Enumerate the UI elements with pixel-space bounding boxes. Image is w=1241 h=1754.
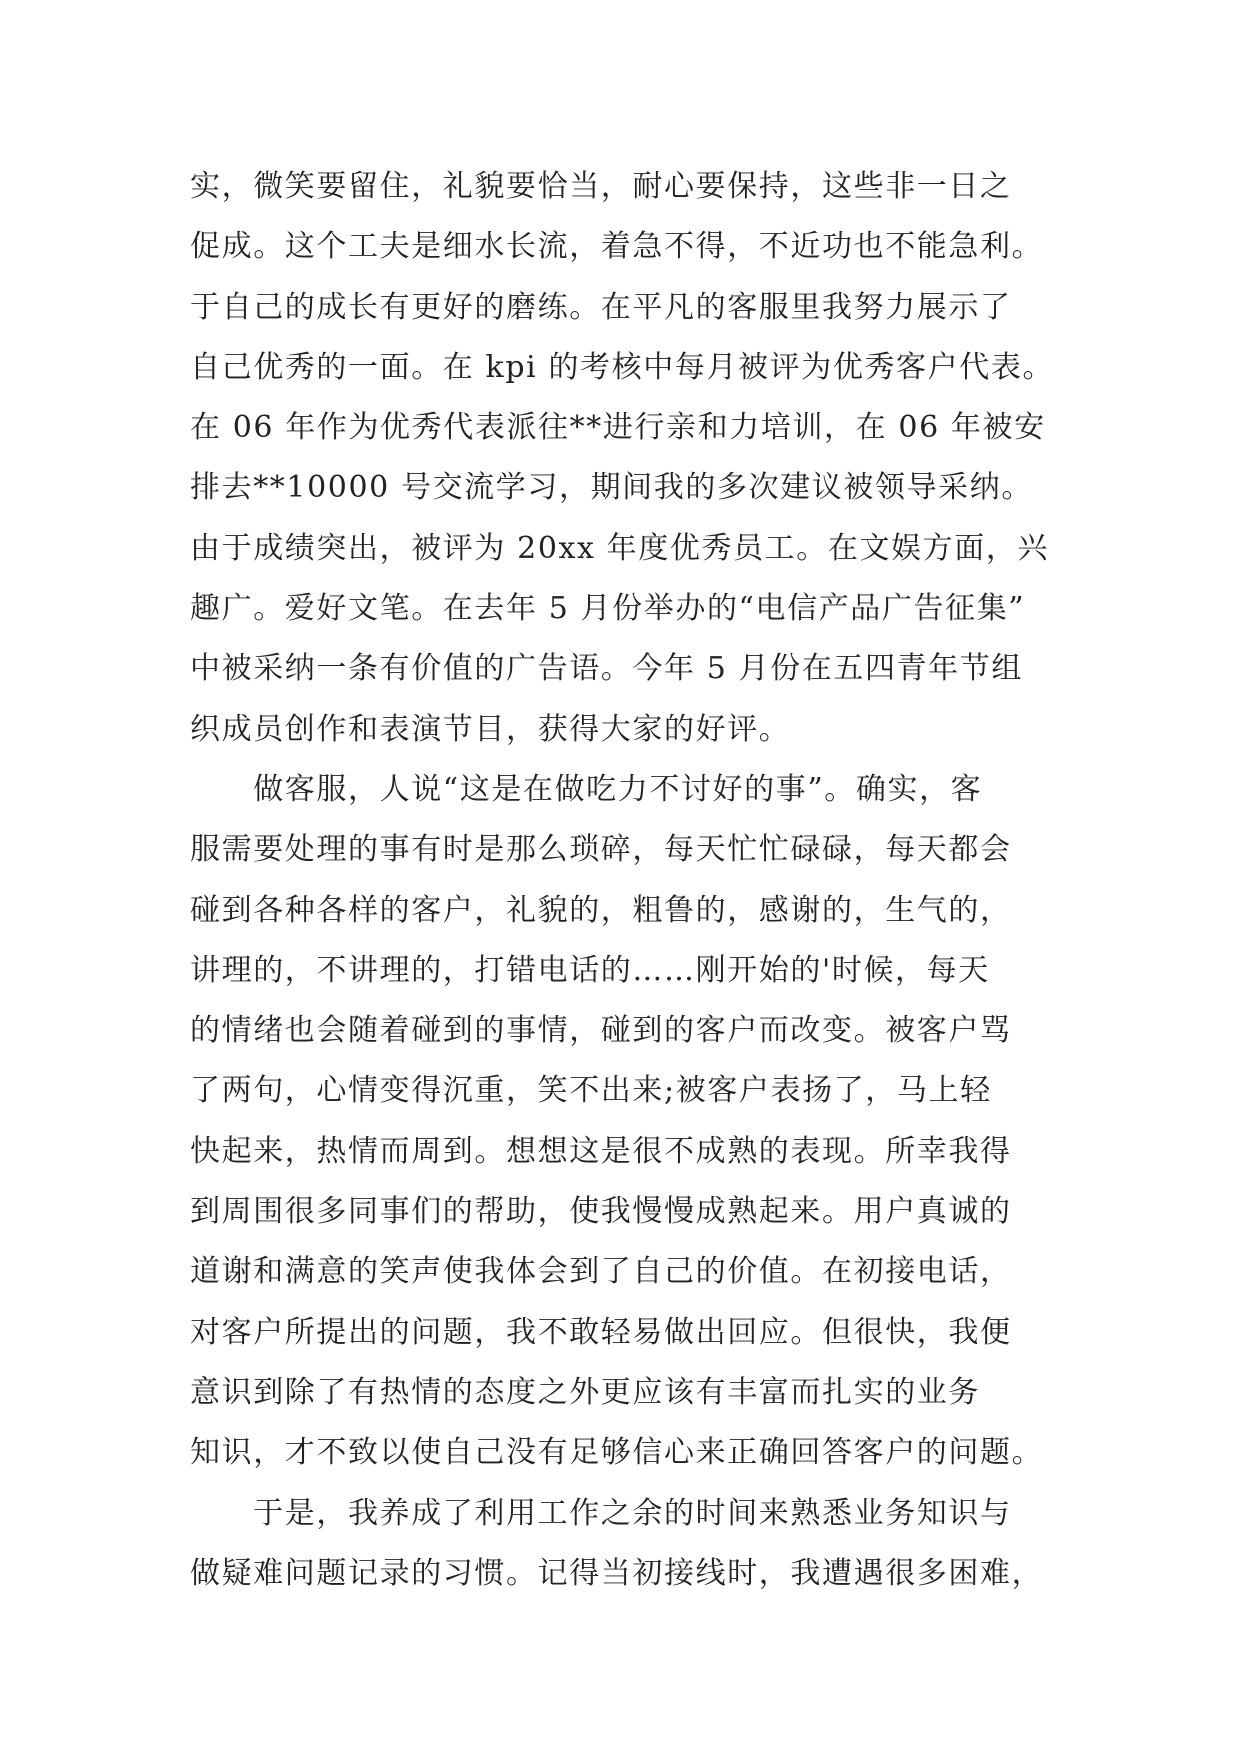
text-line: 知识，才不致以使自己没有足够信心来正确回答客户的问题。 bbox=[190, 1435, 1044, 1471]
text-line: 的情绪也会随着碰到的事情，碰到的客户而改变。被客户骂 bbox=[190, 1013, 1012, 1049]
text-line: 讲理的，不讲理的，打错电话的……刚开始的'时候，每天 bbox=[190, 952, 990, 988]
text-line: 中被采纳一条有价值的广告语。今年 5 月份在五四青年节组 bbox=[190, 651, 1023, 687]
text-line: 道谢和满意的笑声使我体会到了自己的价值。在初接电话， bbox=[190, 1254, 1012, 1290]
text-line: 实，微笑要留住，礼貌要恰当，耐心要保持，这些非一日之 bbox=[190, 169, 1012, 204]
text-line: 意识到除了有热情的态度之外更应该有丰富而扎实的业务 bbox=[190, 1374, 980, 1410]
text-line: 由于成绩突出，被评为 20xx 年度优秀员工。在文娱方面，兴 bbox=[190, 530, 1050, 566]
text-line: 对客户所提出的问题，我不敢轻易做出回应。但很快，我便 bbox=[190, 1314, 1012, 1350]
text-line: 促成。这个工夫是细水长流，着急不得，不近功也不能急利。 bbox=[190, 229, 1044, 265]
text-line: 快起来，热情而周到。想想这是很不成熟的表现。所幸我得 bbox=[190, 1133, 1012, 1169]
text-line: 服需要处理的事有时是那么琐碎，每天忙忙碌碌，每天都会 bbox=[190, 832, 1012, 868]
document-body bbox=[190, 157, 1070, 1604]
text-line: 织成员创作和表演节目，获得大家的好评。 bbox=[190, 711, 791, 747]
text-line: 到周围很多同事们的帮助，使我慢慢成熟起来。用户真诚的 bbox=[190, 1194, 1012, 1230]
text-line: 于是，我养成了利用工作之余的时间来熟悉业务知识与 bbox=[190, 1495, 1012, 1531]
text-line: 排去**10000 号交流学习，期间我的多次建议被领导采纳。 bbox=[190, 470, 1033, 506]
text-line: 做疑难问题记录的习惯。记得当初接线时，我遭遇很多困难， bbox=[190, 1555, 1044, 1591]
text-line: 了两句，心情变得沉重，笑不出来;被客户表扬了，马上轻 bbox=[190, 1073, 992, 1109]
text-line: 在 06 年作为优秀代表派往**进行亲和力培训，在 06 年被安 bbox=[190, 410, 1046, 446]
text-line: 于自己的成长有更好的磨练。在平凡的客服里我努力展示了 bbox=[190, 289, 1012, 325]
text-line: 趣广。爱好文笔。在去年 5 月份举办的“电信产品广告征集” bbox=[190, 591, 1026, 627]
text-line: 做客服，人说“这是在做吃力不讨好的事”。确实，客 bbox=[190, 771, 983, 807]
text-line: 碰到各种各样的客户，礼貌的，粗鲁的，感谢的，生气的， bbox=[190, 892, 1012, 928]
text-line: 自己优秀的一面。在 kpi 的考核中每月被评为优秀客户代表。 bbox=[190, 349, 1055, 385]
